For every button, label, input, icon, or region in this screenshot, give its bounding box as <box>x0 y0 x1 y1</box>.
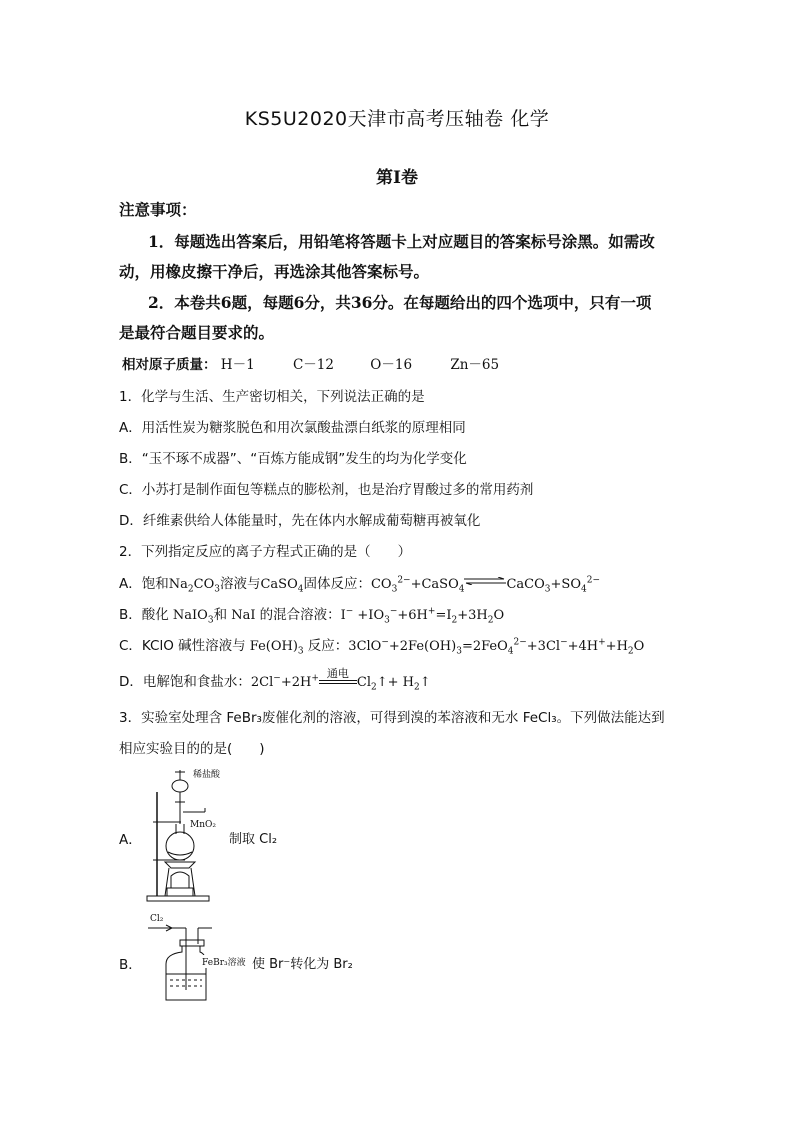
q2-a-mid: 溶液与 <box>219 576 261 592</box>
q2-c-mid: 反应： <box>307 638 349 654</box>
notice-2-line-2: 是最符合题目要求的。 <box>119 323 275 342</box>
notice-2-line-1: 2．本卷共6题，每题6分，共36分。在每题给出的四个选项中，只有一项 <box>148 293 652 312</box>
atomic-mass-row <box>122 353 499 373</box>
mass-h: H－1 <box>220 357 255 373</box>
q3-option-a-text: 制取 Cl₂ <box>229 832 278 847</box>
q1-option-d: D．纤维素供给人体能量时，先在体内水解成葡萄糖再被氧化 <box>119 513 481 529</box>
page-title: KS5U2020天津市高考压轴卷 化学 <box>244 108 550 130</box>
q2-b-prefix: B．酸化 <box>119 607 169 623</box>
q2-b-end: 的混合溶液： <box>259 607 341 623</box>
q2-option-c <box>119 634 644 657</box>
q2-c-prefix: C．KClO 碱性溶液与 <box>119 638 246 654</box>
q2-c-feoh3: $Fe(OH)_3$ <box>245 639 304 657</box>
q2-d-equation-left: 2Cl−+2H+ <box>250 673 319 690</box>
q2-stem: 2．下列指定反应的离子方程式正确的是（ ） <box>119 544 412 560</box>
q2-b-equation: $I^- +IO_3^-+6H^+=I_2+3H_2O$ <box>340 606 505 626</box>
gas-cl2-label: Cl₂ <box>150 914 164 924</box>
mass-c: C－12 <box>292 357 334 373</box>
q3-option-b-label: B． <box>119 957 142 973</box>
q2-d-equation-right: $Cl_2↑+$ $H_2↑$ <box>356 675 431 693</box>
q3-stem-line-1: 3．实验室处理含 FeBr₃废催化剂的溶液，可得到溴的苯溶液和无水 FeCl₃。下列做法能达到 <box>119 710 665 726</box>
q1-option-c: C．小苏打是制作面包等糕点的膨松剂，也是治疗胃酸过多的常用药剂 <box>119 482 534 498</box>
condition-label: 通电 <box>326 667 349 680</box>
q3-option-b-text: 使 Br⁻转化为 Br₂ <box>252 957 353 972</box>
q1-option-b: B．“玉不琢不成器”、“百炼方能成钢”发生的均为化学变化 <box>119 451 467 467</box>
q2-a-end: 固体反应： <box>303 576 371 592</box>
febr3-solution-label: FeBr₃溶液 <box>202 955 246 968</box>
chlorine-generator-apparatus-icon <box>145 764 235 904</box>
equilibrium-arrow-icon <box>464 574 506 589</box>
reagent-mno2-label: MnO₂ <box>190 820 216 830</box>
q2-option-a <box>119 572 600 595</box>
notice-1-line-2: 动，用橡皮擦干净后，再选涂其他答案标号。 <box>119 262 430 281</box>
q1-stem: 1．化学与生活、生产密切相关，下列说法正确的是 <box>119 389 425 405</box>
mass-zn: Zn－65 <box>450 357 500 373</box>
q2-b-nai: NaI <box>227 608 260 623</box>
q2-a-equation: $CO_3^{2-}+CaSO_4$ $CaCO_3+SO_4^{2-}$ <box>370 575 601 595</box>
atomic-mass-label: 相对原子质量： <box>122 357 217 373</box>
q2-d-prefix: D．电解饱和食盐水： <box>119 674 251 690</box>
volume-heading: 第I卷 <box>376 168 418 188</box>
reagent-hcl-label: 稀盐酸 <box>193 770 221 780</box>
q2-a-prefix: A．饱和 <box>119 576 169 592</box>
q2-a-caso4: CaSO$_4$ <box>260 577 304 595</box>
q1-option-a: A．用活性炭为糖浆脱色和用次氯酸盐漂白纸浆的原理相同 <box>119 420 466 436</box>
q2-b-mid: 和 <box>213 607 228 623</box>
q2-a-na2co3: $Na_2CO_3$ <box>168 577 220 595</box>
mass-o: O－16 <box>370 357 413 373</box>
q2-b-naio3: NaIO$_3$ <box>168 608 214 626</box>
q3-option-a-label: A． <box>119 832 142 848</box>
q2-c-equation: $3ClO^-+2Fe(OH)_3=2FeO_4^{2-}+3Cl^-+4H^++H_2O$ <box>348 637 645 657</box>
notice-heading: 注意事项： <box>119 200 197 219</box>
notice-1-line-1: 1．每题选出答案后，用铅笔将答题卡上对应题目的答案标号涂黑。如需改 <box>148 232 655 251</box>
q2-option-d <box>119 667 431 693</box>
q3-stem-line-2: 相应实验目的的是( ) <box>119 741 265 757</box>
electrolysis-condition <box>319 667 357 690</box>
q2-option-b <box>119 603 504 626</box>
